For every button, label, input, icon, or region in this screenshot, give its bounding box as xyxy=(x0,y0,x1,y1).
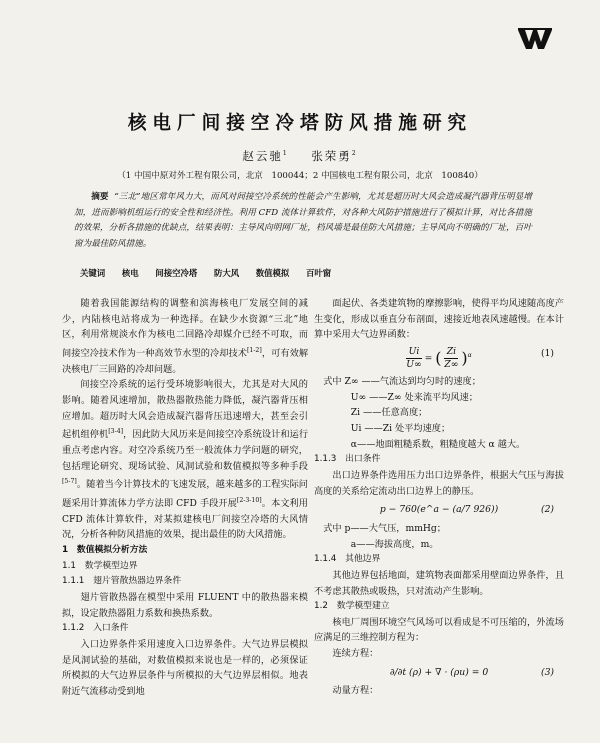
citation: [5-7] xyxy=(62,478,77,486)
author-1-mark: 1 xyxy=(282,150,289,157)
variable-definition: a——海拔高度，m。 xyxy=(350,538,439,550)
author-1: 赵云驰 xyxy=(242,148,283,163)
keywords-label: 关键词 xyxy=(80,268,106,278)
keyword: 核电 xyxy=(121,268,139,278)
body-paragraph: 核电厂周围环境空气风场可以看成是不可压缩的，外流场应满足的三维控制方程为： xyxy=(314,616,564,644)
keyword: 百叶窗 xyxy=(306,268,332,278)
body-paragraph: 出口边界条件选用压力出口边界条件，根据大气压与海拔高度的关系给定流动出口边界上的静压。 xyxy=(314,469,564,497)
keyword: 防大风 xyxy=(213,268,240,278)
variable-definition: U∞ ——Z∞ 处来流平均风速； xyxy=(350,391,478,403)
subsection-heading: 1.1.4 其他边界 xyxy=(314,554,381,565)
right-column xyxy=(314,296,564,699)
variable-definition: Zi ——任意高度； xyxy=(350,407,428,419)
subsection-heading: 1.1.2 入口条件 xyxy=(62,623,129,634)
keywords xyxy=(80,266,532,281)
equation-1: $\frac{Ui}{U\infty}$ = ( $\frac{Zi}{Z\infty}$ )$^\alpha$ (1) xyxy=(406,345,554,370)
abstract-label: 摘要 xyxy=(91,192,109,202)
keyword: 数值模拟 xyxy=(255,268,290,278)
equation-number: (1) xyxy=(540,347,554,359)
variable-definition: 式中 Z∞ ——气流达到均匀时的速度； xyxy=(323,375,481,387)
abstract xyxy=(74,190,532,252)
citation: [2-3-10] xyxy=(236,497,262,505)
variable-definition: 式中 p——大气压，mmHg； xyxy=(323,522,446,534)
abstract-text: “三北”地区常年风力大，而风对间接空冷系统的性能会产生影响，尤其是超历时大风会造成凝汽器背压明显增加，进而影响机组运行的安全性和经济性。利用 CFD 流体计算软件，对各种大风防护措施进行了模拟计算，对比各措施的效果，分析各措施的优缺点，结果表明：主导风向明网厂址，档风墙是最佳防大风措施；主导风向不明确的厂址，百叶窗为最佳防风措施。 xyxy=(74,192,532,249)
variable-definition: α——地面粗糙系数，粗糙度越大 α 越大。 xyxy=(350,438,526,450)
equation-number: (3) xyxy=(540,666,554,678)
citation: [1-2] xyxy=(246,346,262,354)
subsection-heading: 1.2 数学模型建立 xyxy=(314,601,390,612)
subsection-heading: 1.1.1 翅片管散热器边界条件 xyxy=(62,576,182,587)
journal-logo xyxy=(518,28,552,54)
journal-logo-mark xyxy=(518,28,552,50)
variable-definition: Ui ——Zi 处平均速度； xyxy=(350,422,451,434)
author-2: 张荣勇 xyxy=(311,148,352,163)
equation-number: (2) xyxy=(540,504,554,516)
section-heading: 1 数值模拟分析方法 xyxy=(62,545,148,556)
equation-label: 动量方程： xyxy=(332,685,379,697)
intro-paragraph-2: 间接空冷系统的运行受环境影响很大，尤其是对大风的影响。随着风速增加，散热器散热能力降低，凝汽器背压相应增加。超历时大风会造成凝汽器背压迅速增大，甚至会引起机组停机[3-4]，因此防大风历来是间接空冷系统设计和运行重点考虑内容。对空冷系统乃至一般流体力学问题的研究，包括理论研究、现场试验、风洞试验和数值模拟等多种手段[5-7]。随着当今计算技术的飞速发展，越来越多的工程实际问题采用计算流体力学方法即 CFD 手段开展[2-3-10]。本文利用 CFD 流体计算软件，对某拟建核电厂间接空冷塔的大风情况，分析各种防风措施的效果，提出最佳的防大风措施。 xyxy=(62,379,309,541)
eq1-lhs: $\frac{Ui}{U\infty}$ xyxy=(406,345,422,370)
subsection-heading: 1.1.3 出口条件 xyxy=(314,454,381,465)
eq1-rhs: $\frac{Zi}{Z\infty}$ xyxy=(444,345,459,370)
body-paragraph: 面起伏、各类建筑物的摩擦影响，使得平均风速随高度产生变化，形成以垂直分布剖面，速接近地表风速越慢。在本计算中采用大气边界函数： xyxy=(314,298,564,341)
paper-title: 核电厂间接空冷塔防风措施研究 xyxy=(127,113,473,134)
affiliation: （1 中国中原对外工程有限公司，北京 100044；2 中国核电工程有限公司，北京 100840） xyxy=(117,171,483,181)
author-2-mark: 2 xyxy=(351,150,358,157)
left-column xyxy=(62,296,308,700)
body-paragraph: 其他边界包括地面，建筑物表面都采用壁面边界条件，且不考虑其散热或吸热，只对流动产生影响。 xyxy=(314,569,564,597)
body-paragraph: 入口边界条件采用速度入口边界条件。大气边界层模拟是风洞试验的基础，对数值模拟来说也是一样的，必须保证所模拟的大气边界层条件与所模拟的大气边界层相似。地表附近气流移动受到地 xyxy=(62,639,308,697)
authors xyxy=(0,146,600,164)
intro-paragraph-1: 随着我国能源结构的调整和滨海核电厂发展空间的减少，内陆核电站将成为一种选择。在缺少水资源“三北”地区，利用常规淡水作为核电二回路冷却媒介已经不可取，而间接空冷技术作为一种高效节水型的冷却技术[1-2]，可有效解决核电厂三回路的冷却问题。 xyxy=(62,298,309,375)
body-paragraph: 翅片管散热器在模型中采用 FLUENT 中的散热器来模拟，设定散热器阻力系数和换热系数。 xyxy=(62,592,308,619)
equation-3: ∂/∂t (ρ) + ∇ · (ρu) = 0 (3) xyxy=(314,665,564,681)
equation-2: p − 760(e^a − (a/7 926)) (2) xyxy=(314,502,564,518)
equation-label: 连续方程： xyxy=(332,648,379,660)
citation: [3-4] xyxy=(108,428,124,436)
keyword: 间接空冷塔 xyxy=(155,268,198,278)
subsection-heading: 1.1 数学模型边界 xyxy=(62,560,138,571)
